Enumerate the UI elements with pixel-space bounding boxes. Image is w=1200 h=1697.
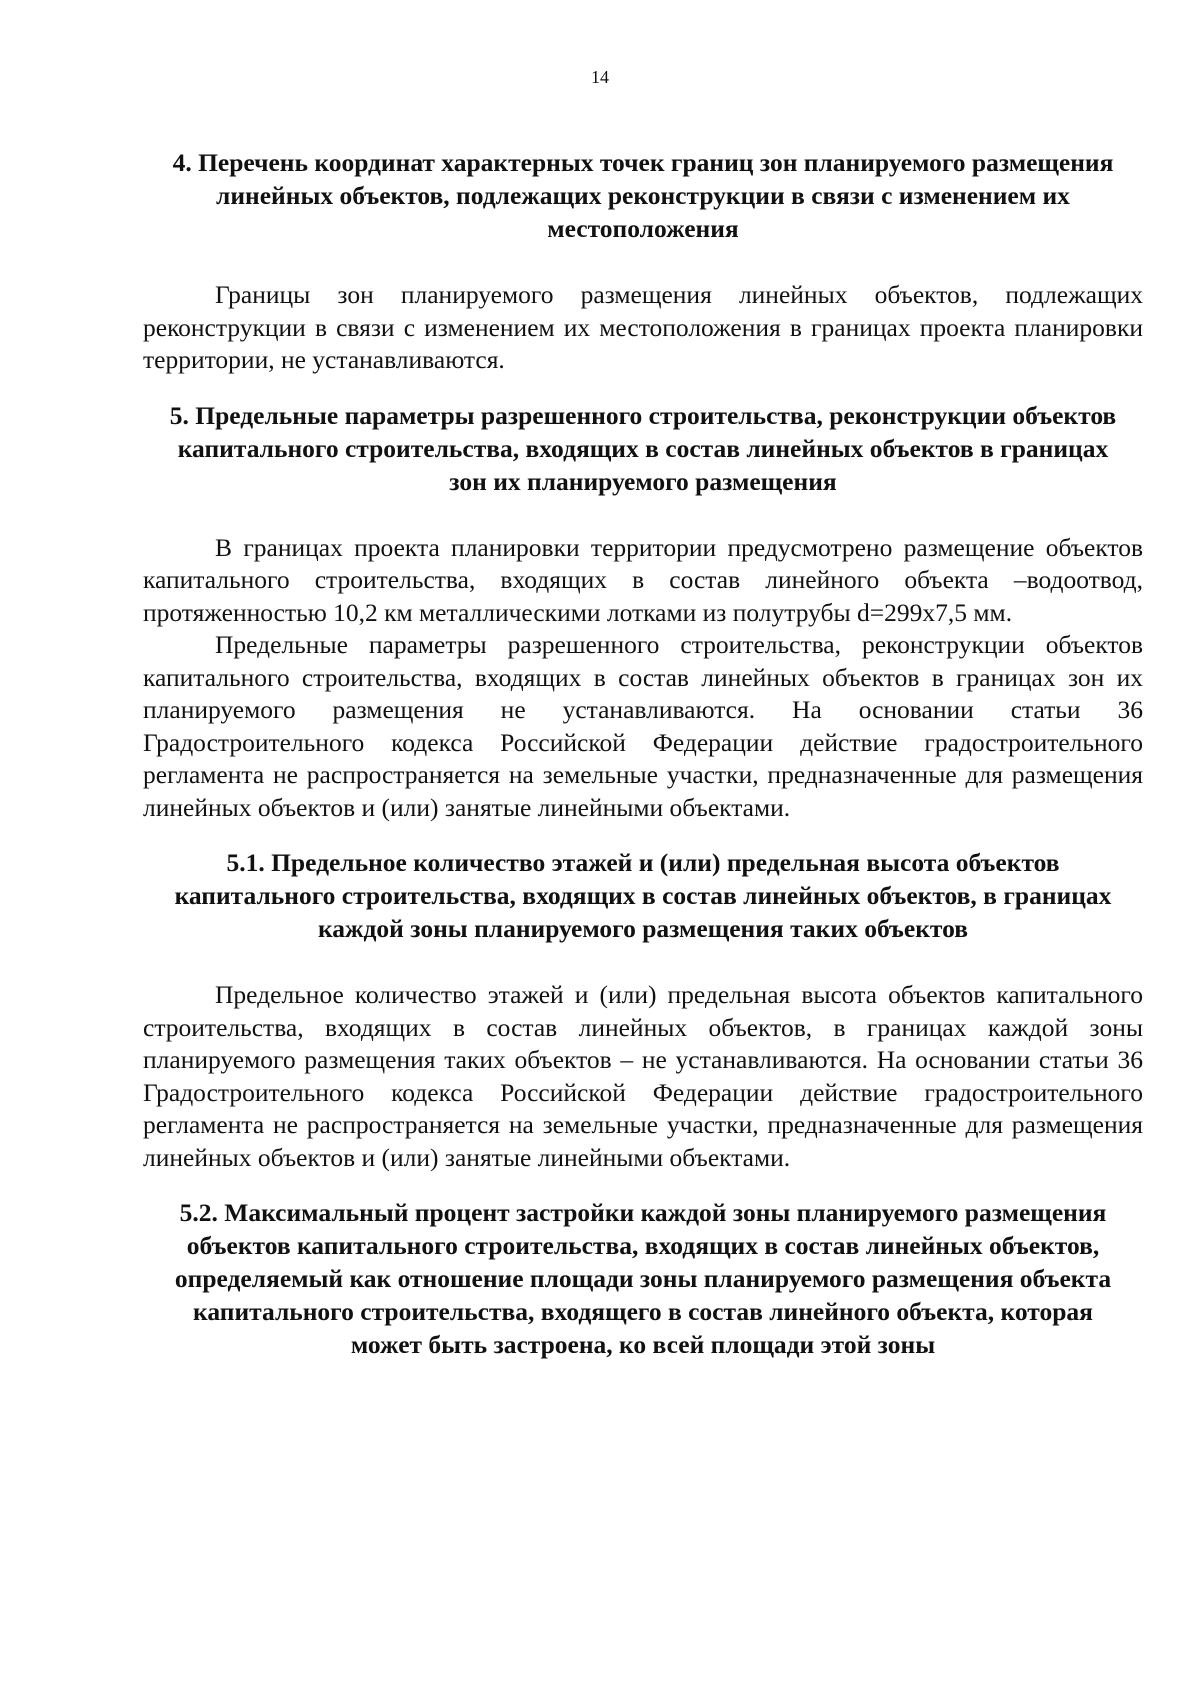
section-5-2-heading: 5.2. Максимальный процент застройки каждой зоны планируемого размещения объектов капитального строительства, входящих в состав линейных объектов, определяемый как отношение площади зоны планируемого размещения объекта капитального строительства, входящего в состав линейного объекта, которая может быть застроена, ко всей площади этой зоны bbox=[174, 1198, 1112, 1359]
section-5-paragraph-2: Предельные параметры разрешенного строительства, реконструкции объектов капитального строительства, входящих в состав линейных объектов в границах зон их планируемого размещения не устанавливаются. На основании статьи 36 Градостроительного кодекса Российской Федерации действие градостроительного регламента не распространяется на земельные участки, предназначенные для размещения линейных объектов и (или) занятые линейными объектами. bbox=[143, 630, 1143, 822]
section-4-paragraph: Границы зон планируемого размещения линейных объектов, подлежащих реконструкции в связи с изменением их местоположения в границах проекта планировки территории, не устанавливаются. bbox=[143, 280, 1143, 374]
section-5-paragraph-1: В границах проекта планировки территории предусмотрено размещение объектов капитального строительства, входящих в состав линейного объекта –водоотвод, протяженностью 10,2 км металлическими лотками из полутрубы d=299х7,5 мм. bbox=[143, 532, 1143, 627]
section-5-heading: 5. Предельные параметры разрешенного строительства, реконструкции объектов капитального строительства, входящих в состав линейных объектов в границах зон их планируемого размещения bbox=[169, 400, 1117, 496]
page-number: 14 bbox=[591, 67, 609, 87]
section-5-1-paragraph: Предельное количество этажей и (или) предельная высота объектов капитального строительства, входящих в состав линейных объектов, в границах каждой зоны планируемого размещения таких объектов – не устанавливаются. На основании статьи 36 Градостроительного кодекса Российской Федерации действие градостроительного регламента не распространяется на земельные участки, предназначенные для размещения линейных объектов и (или) занятые линейными объектами. bbox=[143, 980, 1143, 1172]
document-body bbox=[143, 146, 1143, 1361]
section-5-1-heading: 5.1. Предельное количество этажей и (или) предельная высота объектов капитального строительства, входящих в состав линейных объектов, в границах каждой зоны планируемого размещения таких объектов bbox=[174, 848, 1112, 943]
section-4-heading: 4. Перечень координат характерных точек границ зон планируемого размещения линейных объектов, подлежащих реконструкции в связи с изменением их местоположения bbox=[172, 148, 1114, 243]
